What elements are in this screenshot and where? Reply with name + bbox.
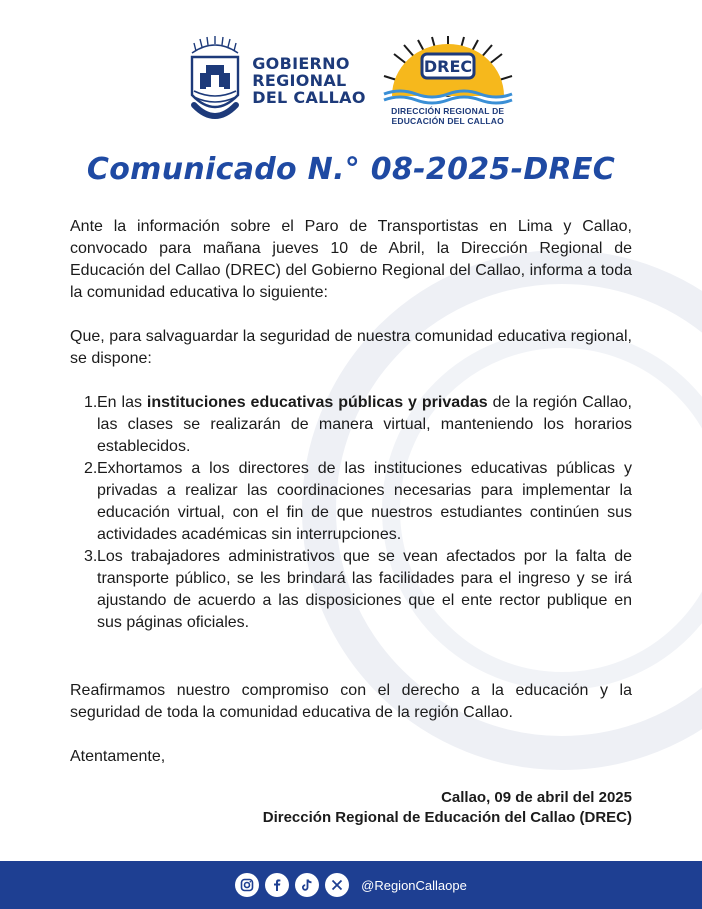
list-item: [70, 458, 632, 546]
list-item-bold-text: instituciones educativas públicas y privadas: [146, 394, 488, 411]
list-item: [70, 546, 632, 634]
signature-organization: Dirección Regional de Educación del Callao (DREC): [262, 809, 632, 826]
x-icon[interactable]: [325, 873, 349, 897]
reafirmamos-paragraph: Reafirmamos nuestro compromiso con el derecho a la educación y la seguridad de toda la comunidad educativa de la región Callao.: [70, 682, 632, 721]
callao-seal-icon: [186, 35, 244, 125]
signature-date: Callao, 09 de abril del 2025: [441, 789, 632, 806]
closing-text: Atentamente,: [70, 748, 166, 765]
drec-badge-text: DREC: [423, 57, 472, 76]
list-item-text-after: de la región Callao, las clases se realizarán de manera virtual, manteniendo los horarios establecidos.: [97, 394, 633, 455]
que-paragraph: Que, para salvaguardar la seguridad de nuestra comunidad educativa regional, se dispone:: [70, 328, 632, 367]
list-item-text-before: En las: [97, 394, 147, 411]
list-item: [70, 392, 632, 458]
instagram-icon[interactable]: [235, 873, 259, 897]
tiktok-icon[interactable]: [295, 873, 319, 897]
drec-sun-logo-icon: [380, 34, 516, 106]
drec-caption: [391, 106, 504, 126]
list-item-number: 3.: [84, 548, 98, 565]
list-item-text: Exhortamos a los directores de las instituciones educativas públicas y privadas a realizar las coordinaciones necesarias para implementar la educación virtual, con el fin de que nuestros estudiantes continúen sus actividades académicas sin interrupciones.: [97, 460, 632, 543]
list-item-number: 2.: [84, 460, 98, 477]
gob-line-2: REGIONAL: [252, 70, 347, 90]
header-logos: [0, 30, 702, 130]
gobierno-regional-wordmark: [252, 55, 365, 106]
gob-line-3: DEL CALLAO: [252, 87, 366, 107]
document-title: Comunicado N.° 08-2025-DREC: [86, 152, 616, 187]
dispositions-list: [70, 392, 632, 634]
social-handle[interactable]: @RegionCallaope: [361, 877, 467, 893]
intro-paragraph: Ante la información sobre el Paro de Transportistas en Lima y Callao, convocado para mañana jueves 10 de Abril, la Dirección Regional de Educación del Callao (DREC) del Gobierno Regional del Callao, informa a toda la comunidad educativa lo siguiente:: [70, 218, 632, 301]
list-item-number: 1.: [84, 394, 98, 411]
facebook-icon[interactable]: [265, 873, 289, 897]
list-item-text: Los trabajadores administrativos que se vean afectados por la falta de transporte público, se les brindará las facilidades para el ingreso y se irá ajustando de acuerdo a las disposiciones que el ente rector publique en sus páginas oficiales.: [97, 548, 632, 631]
drec-logo: [380, 34, 516, 126]
drec-caption-line-1: DIRECCIÓN REGIONAL DE: [391, 106, 505, 116]
footer-bar: [0, 861, 702, 909]
drec-caption-line-2: EDUCACIÓN DEL CALLAO: [391, 116, 504, 126]
gobierno-regional-logo: [186, 35, 365, 125]
gob-line-1: GOBIERNO: [252, 53, 350, 73]
